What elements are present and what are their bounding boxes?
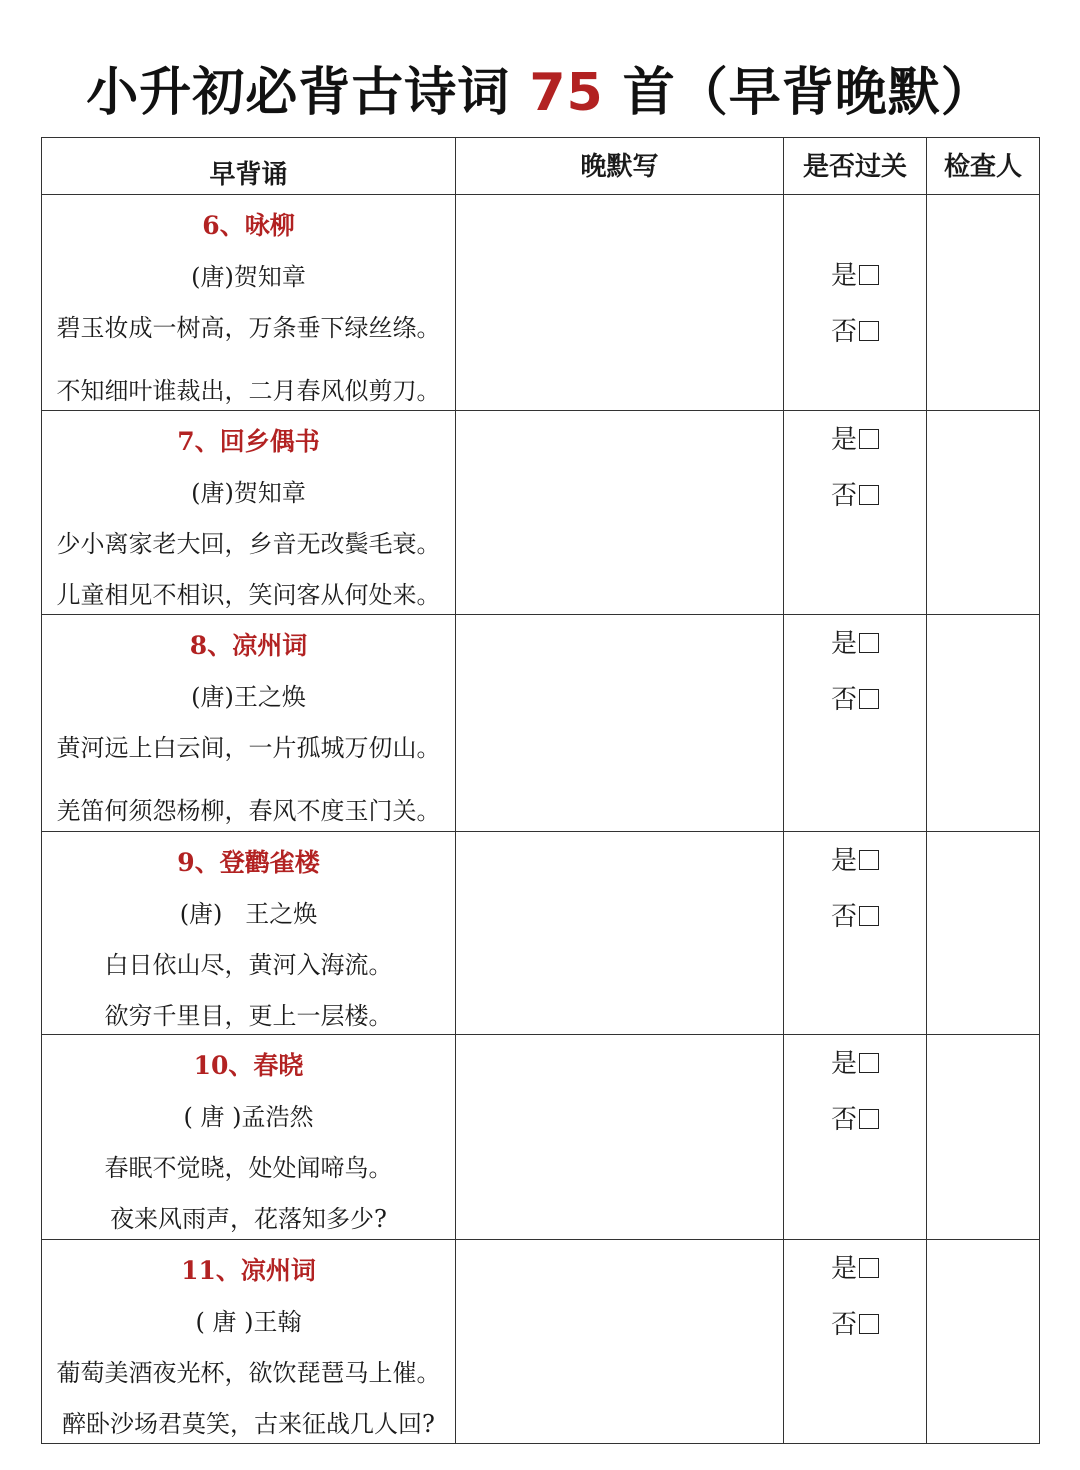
header-passed: 是否过关	[784, 138, 927, 195]
no-checkbox[interactable]	[859, 689, 879, 709]
write-cell[interactable]	[456, 1035, 784, 1240]
poem-author: (唐)王之焕	[191, 683, 306, 711]
recite-cell	[42, 615, 456, 832]
poem-line: 儿童相见不相识，笑问客从何处来。	[56, 581, 441, 609]
table-row	[42, 1035, 1040, 1240]
passed-cell	[784, 1240, 927, 1444]
pass-yes-option[interactable]: 是	[784, 1252, 926, 1286]
pass-no-option[interactable]: 否	[784, 479, 926, 513]
table-row	[42, 1240, 1040, 1444]
recitation-table	[41, 137, 1040, 1444]
write-cell[interactable]	[456, 1240, 784, 1444]
poem-title: 6、咏柳	[202, 211, 295, 240]
header-checker: 检查人	[927, 138, 1040, 195]
passed-cell	[784, 1035, 927, 1240]
poem-block	[42, 1035, 455, 1236]
no-checkbox[interactable]	[859, 1314, 879, 1334]
header-row	[42, 138, 1040, 195]
write-cell[interactable]	[456, 615, 784, 832]
poem-line: 醉卧沙场君莫笑，古来征战几人回?	[62, 1410, 435, 1438]
poem-title: 10、春晓	[193, 1051, 304, 1080]
write-cell[interactable]	[456, 411, 784, 615]
yes-checkbox[interactable]	[859, 850, 879, 870]
pass-yes-option[interactable]: 是	[784, 844, 926, 878]
no-checkbox[interactable]	[859, 321, 879, 341]
table-row	[42, 615, 1040, 832]
poem-title: 7、回乡偶书	[177, 427, 320, 456]
poem-line: 白日依山尽，黄河入海流。	[104, 951, 393, 979]
pass-no-option[interactable]: 否	[784, 1103, 926, 1137]
header-morning-recite: 早背诵	[42, 138, 456, 195]
poem-title: 8、凉州词	[189, 631, 308, 660]
pass-no-option[interactable]: 否	[784, 900, 926, 934]
page-title	[0, 58, 1080, 128]
poem-line: 葡萄美酒夜光杯，欲饮琵琶马上催。	[56, 1359, 441, 1387]
poem-author: ( 唐 )孟浩然	[183, 1103, 314, 1131]
poem-block	[42, 195, 455, 408]
title-number: 75	[529, 63, 604, 123]
no-checkbox[interactable]	[859, 906, 879, 926]
poem-author: (唐)贺知章	[191, 263, 306, 291]
recite-cell	[42, 195, 456, 411]
recite-cell	[42, 411, 456, 615]
poem-block	[42, 615, 455, 828]
checker-cell[interactable]	[927, 1035, 1040, 1240]
passed-cell	[784, 195, 927, 411]
recite-cell	[42, 1240, 456, 1444]
poem-author: ( 唐 )王翰	[195, 1308, 302, 1336]
checker-cell[interactable]	[927, 411, 1040, 615]
yes-checkbox[interactable]	[859, 633, 879, 653]
passed-cell	[784, 411, 927, 615]
yes-checkbox[interactable]	[859, 1258, 879, 1278]
yes-checkbox[interactable]	[859, 265, 879, 285]
poem-line: 不知细叶谁裁出，二月春风似剪刀。	[56, 377, 441, 405]
pass-no-option[interactable]: 否	[784, 315, 926, 349]
recite-cell	[42, 832, 456, 1035]
poem-line: 少小离家老大回，乡音无改鬓毛衰。	[56, 530, 441, 558]
checker-cell[interactable]	[927, 832, 1040, 1035]
table-row	[42, 411, 1040, 615]
poem-author: (唐)贺知章	[191, 479, 306, 507]
poem-line: 春眠不觉晓，处处闻啼鸟。	[104, 1154, 393, 1182]
pass-yes-option[interactable]: 是	[784, 627, 926, 661]
no-checkbox[interactable]	[859, 485, 879, 505]
poem-block	[42, 832, 455, 1033]
poem-block	[42, 1240, 455, 1441]
header-evening-write: 晚默写	[456, 138, 784, 195]
write-cell[interactable]	[456, 832, 784, 1035]
poem-block	[42, 411, 455, 612]
passed-cell	[784, 615, 927, 832]
pass-yes-option[interactable]: 是	[784, 423, 926, 457]
pass-no-option[interactable]: 否	[784, 1308, 926, 1342]
poem-author: (唐) 王之焕	[179, 900, 318, 928]
no-checkbox[interactable]	[859, 1109, 879, 1129]
checker-cell[interactable]	[927, 1240, 1040, 1444]
yes-checkbox[interactable]	[859, 429, 879, 449]
title-text: 小升初必背古诗词	[86, 63, 530, 123]
poem-line: 羌笛何须怨杨柳，春风不度玉门关。	[56, 797, 441, 825]
poem-title: 11、凉州词	[181, 1256, 316, 1285]
title-suffix: 首（早背晚默）	[603, 63, 994, 123]
checker-cell[interactable]	[927, 195, 1040, 411]
checker-cell[interactable]	[927, 615, 1040, 832]
write-cell[interactable]	[456, 195, 784, 411]
table-row	[42, 832, 1040, 1035]
poem-line: 黄河远上白云间，一片孤城万仞山。	[56, 734, 441, 762]
yes-checkbox[interactable]	[859, 1053, 879, 1073]
poem-title: 9、登鹳雀楼	[177, 848, 320, 877]
recite-cell	[42, 1035, 456, 1240]
pass-yes-option[interactable]: 是	[784, 259, 926, 293]
poem-line: 夜来风雨声，花落知多少?	[110, 1205, 387, 1233]
poem-line: 欲穷千里目，更上一层楼。	[104, 1002, 393, 1030]
poem-line: 碧玉妆成一树高，万条垂下绿丝绦。	[56, 314, 441, 342]
table-row	[42, 195, 1040, 411]
pass-no-option[interactable]: 否	[784, 683, 926, 717]
passed-cell	[784, 832, 927, 1035]
pass-yes-option[interactable]: 是	[784, 1047, 926, 1081]
